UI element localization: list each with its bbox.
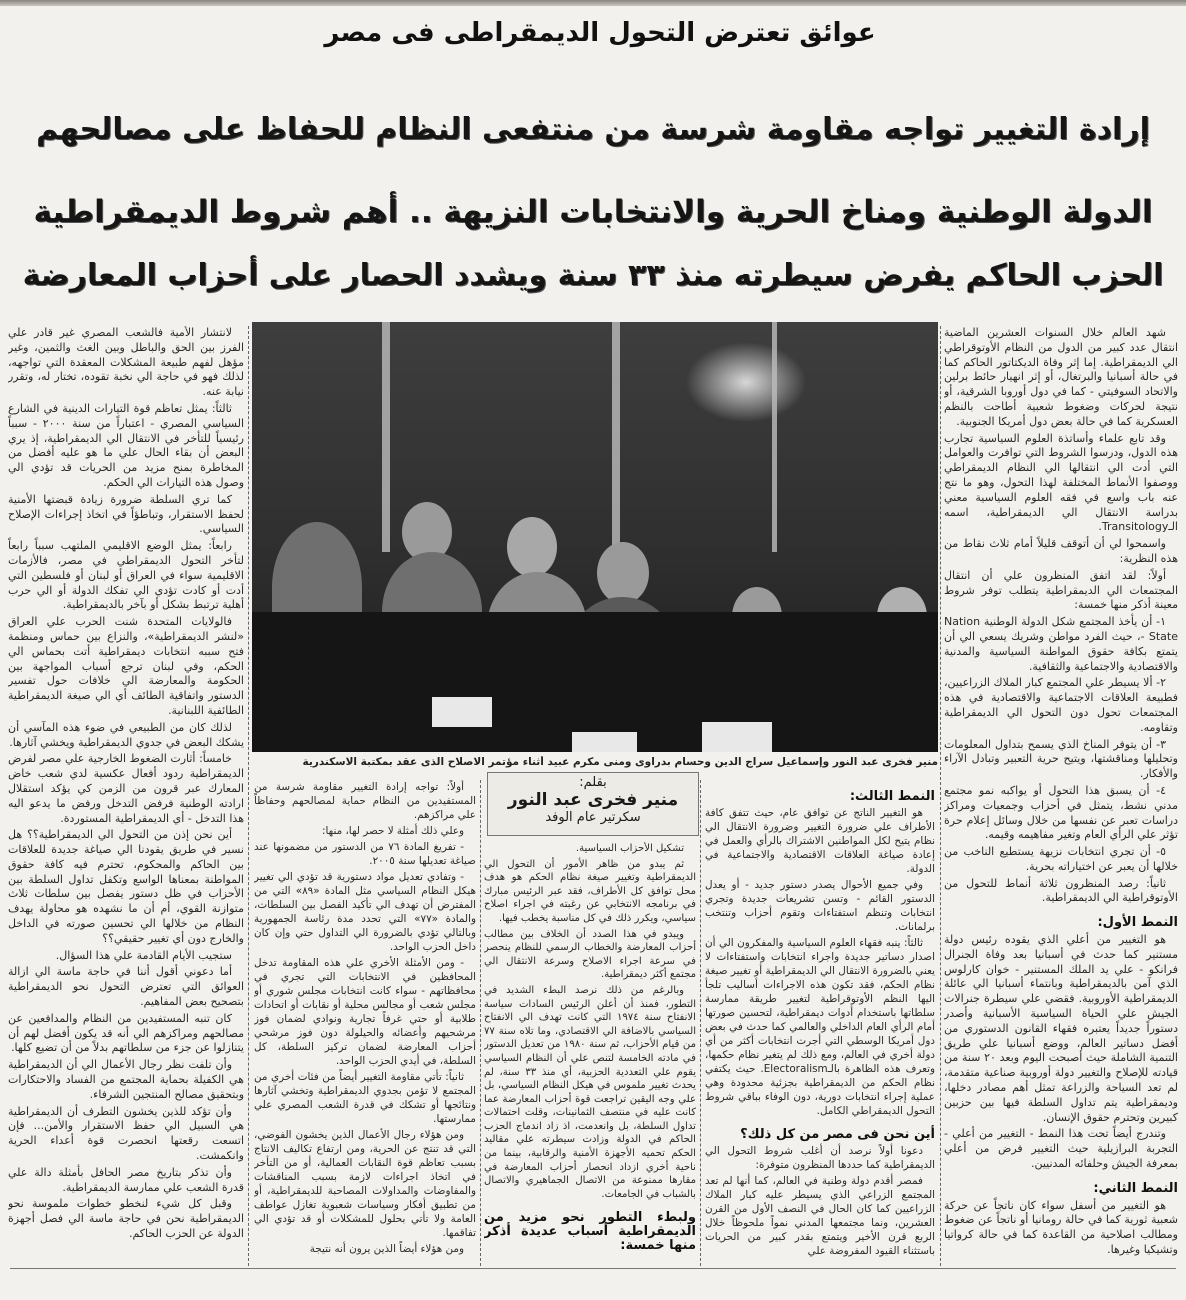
paragraph: شهد العالم خلال السنوات العشرين الماضية انتقال عدد كبير من الدول من النظام الأوتوقراطي الي الديمقراطية. إما إثر وفاة الديكتاتور الحاكم كما في حالة أسبانيا والبرتغال، أو إثر انهيار حائط برلين والاتحاد السوفيتي - كما في دول أوروبا الشرقية، أو نتيجة لحركات وضغوط شعبية أطاحت بالنظم العسكرية كما في حالة بعض دول أمريكا الجنوبية. bbox=[944, 326, 1178, 428]
paragraph: ٢- ألا يسيطر علي المجتمع كبار الملاك الزراعيين، فطبيعة العلاقات الاجتماعية والاقتصادية في هذه المجتمعات تحول دون التحول الي الديمقراطية وتقاومه. bbox=[944, 676, 1178, 734]
paragraph: هو التغيير الناتج عن توافق عام، حيث تتفق كافة الأطراف علي ضرورة التغيير وضرورة الانتقال الي نظام يتيح لكل المواطنين الاشتراك بالرأي والعمل في إعادة صياغة العلاقات الاقتصادية والاجتماعية في الدولة. bbox=[705, 807, 935, 875]
subheading: النمط الأول: bbox=[1097, 915, 1178, 931]
photo-caption: منير فخرى عبد النور وإسماعيل سراج الدين وحسام بدراوى ومنى مكرم عبيد أثناء مؤتمر الاصلاح الذى عقد بمكتبة الاسكندرية bbox=[302, 756, 938, 768]
paragraph: أين نحن إذن من التحول الي الديمقراطية؟؟ هل نسير في طريق يقودنا الي صياغة جديدة للعلاقات بين الحاكم والمحكوم، تحترم فيه كافة حقوق المواطنة بمعناها الواسع وتكفل تداول السلطة بين الأحزاب في ظل دستور يفصل بين سلطات ثلاث متوازنة القوي، أم أن ما نشهده هو محاولة يهدف النظام من خلالها الي تحسين صورته في الداخل والخارج دون أي تغيير حقيقي؟؟ bbox=[8, 828, 244, 945]
paragraph: ثالثاً: يمثل تعاظم قوة التيارات الدينية في الشارع السياسي المصري - اعتباراً من سنة ٢٠٠٠ - سبباً رئيسياً للتأخر في الانتقال الي الديمقراطية، إذ يري البعض أن بقاء الحال علي ما هو عليه أفضل من المخاطرة بمنح مزيد من الحريات قد تؤدي الي وصول هذه التيارات الي الحكم. bbox=[8, 401, 244, 489]
paragraph: ستجيب الأيام القادمة علي هذا السؤال. bbox=[55, 948, 232, 962]
paragraph: لذلك كان من الطبيعي في ضوء هذه المآسي أن يشكك البعض في جدوي الديمقراطية ويخشي آثارها. bbox=[8, 720, 244, 749]
paragraph: وقد تابع علماء وأساتذة العلوم السياسية تجارب هذه الدول، ودرسوا الشروط التي توافرت والعوامل التي أدت الي انتقالها الي النظام الديمقراطي ووصفوا الأنماط المختلفة لهذا التحول، وهو ما نتج عنه باب واسع في فقه العلوم السياسية معني بدراسة الانتقال الي الديمقراطية، اسمه الـTransitology. bbox=[944, 431, 1178, 534]
subheading: ولبطء التطور نحو مزيد من الديمقراطية أسباب عديدة أذكر منها خمسة: bbox=[484, 1210, 696, 1253]
kicker-title: عوائق تعترض التحول الديمقراطى فى مصر bbox=[324, 18, 876, 48]
column-divider bbox=[248, 326, 249, 1266]
column-divider bbox=[940, 326, 941, 1266]
paragraph: ثالثاً: ينبه فقهاء العلوم السياسية والمفكرون الي أن اصدار دساتير جديدة واجراء انتخابات واستفتاءات لا يعني بالضرورة الانتقال الي الديمقراطية أو تغيير صيغة نظام الحكم، فقد تكون هذه الاجراءات أساليب تلجأ اليها النظم الأوتوقراطية لتغيير طريقة ممارسة سلطاتها باستخدام أدوات ديمقراطية، لتحسين صورتها أمام الرأي العام الداخلي والعالمي كما حدث في بعض دول أمريكا الوسطي التي أجرت انتخابات أكثر من أي دولة أخري في العالم، ومع ذلك لم يتغير نظام حكمها، وتعرف هذه الظاهرة بالـElectoralism. حيث يكتفي نظام الحكم من الديمقراطية بجزئية محدودة وهي عملية إجراء انتخابات دورية، دون الوفاء بباقي شروط التحول الديمقراطي الكامل. bbox=[705, 937, 935, 1117]
paragraph: - تفريغ المادة ٧٦ من الدستور من مضمونها عند صياغة تعديلها سنة ٢٠٠٥. bbox=[254, 841, 476, 867]
paragraph: وأن تؤكد للذين يخشون التطرف أن الديمقراطية هي السبيل الي حفظ الاستقرار والأمن... فإن اتسعت رقعتها انحصرت قوة أعداء الحرية وانكمشت. bbox=[8, 1104, 244, 1163]
paragraph: واسمحوا لي أن أتوقف قليلاً أمام ثلاث نقاط من هذه النظرية: bbox=[944, 537, 1178, 565]
column-center-right bbox=[705, 780, 935, 1266]
main-headline: إرادة التغيير تواجه مقاومة شرسة من منتفعى النظام للحفاظ على مصالحهم bbox=[36, 112, 1150, 147]
paragraph: ثم يبدو من ظاهر الأمور أن التحول الي الديمقراطية وتغيير صيغة نظام الحكم هو هدف محل توافق كل الأطراف، فقد عبر الرئيس مبارك في برنامجه الانتخابي عن رغبته في اجراء اصلاح سياسي، ويكرر ذلك في كل مناسبة يخطب فيها. bbox=[484, 858, 696, 924]
paragraph: ٣- أن يتوفر المناخ الذي يسمح بتداول المعلومات وتحليلها ومناقشتها، ويتيح حرية التعبير وتبادل الآراء والأفكار. bbox=[944, 737, 1178, 781]
paragraph: ثانياً: رصد المنظرون ثلاثة أنماط للتحول من الأوتوقراطية الي الديمقراطية. bbox=[944, 876, 1178, 905]
paragraph: وأن تلفت نظر رجال الأعمال الي أن الديمقراطية هي الكفيلة بحماية المجتمع من الفساد والاحتكارات وبتحقيق مصالح المنتجين الشرفاء. bbox=[8, 1058, 244, 1101]
paragraph: أما دعوني أقول أننا في حاجة ماسة الي ازالة العوائق التي تعترض التحول نحو الديمقراطية بتصحيح بعض المفاهيم. bbox=[8, 965, 244, 1009]
paragraph: أولاً: تواجه إرادة التغيير مقاومة شرسة من المستفيدين من النظام حماية لمصالحهم وحفاظاً علي مراكزهم. bbox=[254, 781, 476, 821]
paragraph: ٥- أن تجري انتخابات نزيهة يستطيع الناخب من خلالها أن يعبر عن اختياراته بحرية. bbox=[944, 845, 1178, 873]
paragraph: - ومن الأمثلة الأخري علي هذه المقاومة تدخل المحافظين في الانتخابات التي تجري في محافظاتهم - سواء كانت انتخابات مجلس شوري أو مجلس شعب أو مجالس محلية أو نقابات أو اتحادات طلابية أو حتي غرفاً تجارية ونوادي لضمان فوز مرشحيهم وأعضائه والحيلولة دون فوز مرشحي أحزاب المعارضة لضمان تركيز السلطة، كل السلطة، في أيدي الحزب الواحد. bbox=[254, 957, 476, 1067]
paragraph: ومن هؤلاء أيضاً الذين يرون أنه نتيجة bbox=[309, 1243, 464, 1255]
column-divider bbox=[700, 780, 701, 1266]
paragraph: وفي جميع الأحوال يصدر دستور جديد - أو يعدل الدستور القائم - وتسن تشريعات جديدة وتجري انتخابات وتنظم استفتاءات وتقوم أحزاب وتنتخب برلمانات. bbox=[705, 879, 935, 933]
second-headline: الدولة الوطنية ومناخ الحرية والانتخابات النزيهة .. أهم شروط الديمقراطية bbox=[33, 194, 1153, 230]
paragraph: وأن تذكر بتاريخ مصر الحافل بأمثلة دالة علي قدرة الشعب علي ممارسة الديمقراطية. bbox=[8, 1165, 244, 1194]
paragraph: وعلي ذلك أمثلة لا حصر لها، منها: bbox=[321, 825, 464, 837]
paragraph: ويبدو في هذا الصدد أن الخلاف بين مطالب أحزاب المعارضة والخطاب الرسمي للنظام ينحصر في سرعة اجراء الاصلاح وسرعة الانتقال الي مجتمع أكثر ديمقراطية. bbox=[484, 928, 696, 981]
conference-photo bbox=[252, 322, 938, 752]
paragraph: ثانياً: تأتي مقاومة التغيير أيضاً من فئات أخري من المجتمع لا تؤمن بجدوي الديمقراطية وتخشي آثارها ونتائجها أو تشكك في قدرة الشعب المصري علي ممارستها. bbox=[254, 1071, 476, 1125]
paragraph: - وتفادي تعديل مواد دستورية قد تؤدي الي تغيير هيكل النظام السياسي مثل المادة «٨٩» التي من المفترض أن تهدف الي تأكيد الفصل بين السلطات، والمادة «٧٧» التي تحدد مدة رئاسة الجمهورية وبالتالي تؤدي بالضرورة الي التداول حتي وإن كان داخل الحزب الواحد. bbox=[254, 871, 476, 953]
column-center bbox=[484, 842, 696, 1266]
author-byline bbox=[487, 772, 699, 836]
paragraph: ٤- أن يسبق هذا التحول أو يواكبه نمو مجتمع مدني نشط، يتمثل في أحزاب وجمعيات ومراكز دراسات تعبر عن نفسها من خلال وسائل إعلام حرة تؤثر علي الرأي العام وتغير مفاهيمه وقيمه. bbox=[944, 783, 1178, 842]
paragraph: هو التغيير من أسفل سواء كان ناتجاً عن حركة شعبية ثورية كما في حالة رومانيا أو ناتجاً عن ضغوط ومطالب اصلاحية من القاعدة كما في حالة كرواتيا وتشيكيا وغيرها. bbox=[944, 1198, 1178, 1257]
page-top-border bbox=[0, 0, 1186, 6]
subheading: أين نحن فى مصر من كل ذلك؟ bbox=[740, 1127, 935, 1142]
paragraph: هو التغيير من أعلي الذي يقوده رئيس دولة مستنير كما حدث في أسبانيا بعد وفاة الجنرال فرانكو - علي يد الملك المستنير - خوان كارلوس الذي آمن بالديمقراطية وبانتماء أسبانيا الي عائلة الديمقراطية الأوروبية. فقضي علي سيطرة جنرالات الجيش علي الحياة السياسية الأسبانية وأصدر دستوراً جديداً يعتبره فقهاء القانون الدستوري من أفضل دساتير العالم، ووضع أسبانيا علي طريق التنمية الشاملة حيث أصبحت اليوم وبعد ٢٠ سنة من قيادته للإصلاح والتغيير دولة أوروبية صناعية متقدمة، لم تعد السياحة والزراعة تمثل أهم مصادر دخلها، وديمقراطية يتم تداول السلطة فيها بين حزبين كبيرين وتحترم حقوق الإنسان. bbox=[944, 933, 1178, 1124]
paragraph: كما تري السلطة ضرورة زيادة قبضتها الأمنية لحفظ الاستقرار، وتباطؤاً في اتخاذ إجراءات الإصلاح السياسي. bbox=[8, 492, 244, 536]
paragraph: فمصر أقدم دولة وطنية في العالم، كما أنها لم تعد المجتمع الزراعي الذي يسيطر عليه كبار الملاك الزراعيين كما كان الحال في النصف الأول من القرن العشرين، ونما مجتمعها المدني نمواً ملحوظاً خلال الربع قرن الأخير ويتمتع بقدر كبير من الحريات باستثناء القيود المفروضة علي bbox=[705, 1175, 935, 1257]
paragraph: ومن هؤلاء رجال الأعمال الذين يخشون الفوضي، التي قد تنتج عن الحرية، ومن ارتفاع تكاليف الانتاج بسبب تعاظم قوة النقابات العمالية، أو من التأخر في اتخاذ اجراءات لازمة بسبب المناقشات والمفاوضات والمداولات المصاحبة للديمقراطية، أو من تطبيق أفكار وسياسات شعبوية تغازل عواطف العامة ولا تأتي بحلول للمشكلات أو قد تؤدي الي تفاقمها. bbox=[254, 1129, 476, 1239]
subheading: النمط الثاني: bbox=[1093, 1180, 1178, 1196]
paragraph: فالولايات المتحدة شنت الحرب علي العراق «لنشر الديمقراطية»، والنزاع بين حماس ومنظمة فتح سببه انتخابات ديمقراطية أتت بحماس الي الحكم، وفي لبنان ترجع أسباب المواجهة بين الحكومة والمعارضة الي خلافات حول تفسير الدستور واتفاقية الطائف أي الي صيغة الديمقراطية الطائفية اللبنانية. bbox=[8, 615, 244, 717]
subheading: النمط الثالث: bbox=[849, 789, 935, 804]
paragraph: دعونا أولاً نرصد أن أغلب شروط التحول الي الديمقراطية كما حددها المنظرون متوفرة: bbox=[705, 1145, 935, 1171]
third-headline: الحزب الحاكم يفرض سيطرته منذ ٣٣ سنة ويشدد الحصار على أحزاب المعارضة bbox=[22, 258, 1164, 293]
author-name: منير فخرى عبد النور bbox=[507, 790, 679, 810]
paragraph: وبالرغم من ذلك نرصد البطء الشديد في التطور، فمنذ أن أعلن الرئيس السادات سياسة الانفتاح سنة ١٩٧٤ التي كانت تهدف الي الانفتاح السياسي بالاضافة الي الاقتصادي، وما تلاه سنة ٧٧ من قيام الأحزاب، ثم سنة ١٩٨٠ من تعديل الدستور في مادته الخامسة لتنص علي أن النظام السياسي يقوم علي التعددية الحزبية، أي منذ ٣٣ سنة، لم يحدث تغيير ملموس في هيكل النظام السياسي، بل علي وجه اليقين تراجعت قوة أحزاب المعارضة عما كانت عليه في منتصف الثمانينات، وقلت احتمالات تداول السلطة، بل وانعدمت، اذ زاد اندماج الحزب الحاكم في الدولة وزادت سيطرته علي مقاليد الحكم تحميه الأجهزة الأمنية والرقابية، بينما من ناحية أخري ازداد انحصار أحزاب المعارضة في مقارها ممنوعة من الاتصال الجماهيري والاتصال بالشباب في الجامعات. bbox=[484, 984, 696, 1200]
paragraph: أولاً: لقد اتفق المنظرون علي أن انتقال المجتمعات الي الديمقراطية يتطلب توفر شروط معينة أذكر منها خمسة: bbox=[944, 568, 1178, 612]
paragraph: وتندرج أيضاً تحت هذا النمط - التغيير من أعلي - التجربة البرازيلية حيث التغيير فرض من أعلي بمعرفة الجيش وحلفائه المدنيين. bbox=[944, 1127, 1178, 1171]
paragraph: لانتشار الأمية فالشعب المصري غير قادر علي الفرز بين الحق والباطل وبين الغث والثمين، وغير مؤهل لفهم طبيعة المشكلات المعقدة التي تواجهه، لذلك فهو في حاجة الي نخبة تقوده، تختار له، وتقرر نيابة عنه. bbox=[8, 326, 244, 399]
paragraph: وقبل كل شيء لنخطو خطوات ملموسة نحو الديمقراطية نحن في حاجة ماسة الي فصل أجهزة الدولة عن الحزب الحاكم. bbox=[8, 1197, 244, 1241]
byline-prefix: بقلم: bbox=[579, 775, 607, 790]
paragraph: كان تنبه المستفيدين من النظام والمدافعين عن مصالحهم ومراكزهم الي أنه قد يكون أفضل لهم أن يتنازلوا عن جزء من سلطاتهم بدلاً من أن تضيع كلها. bbox=[8, 1011, 244, 1055]
column-left bbox=[8, 326, 244, 1266]
column-center-left bbox=[254, 780, 476, 1266]
paragraph: تشكيل الأحزاب السياسية. bbox=[575, 843, 684, 854]
paragraph: ١- أن يأخذ المجتمع شكل الدولة الوطنية Nation - State، حيث الفرد مواطن وشريك يسعي الي أن يتمتع بكافة حقوق المواطنة السياسية والمدنية والاقتصادية والاجتماعية والثقافية. bbox=[944, 615, 1178, 673]
paragraph: رابعاً: يمثل الوضع الاقليمي الملتهب سبباً رابعاً لتأخر التحول الديمقراطي في مصر، فالأزمات الاقليمية سواء في العراق أو لبنان أو فلسطين التي أدت أو كادت تؤدي الي تفكك الدولة أو الي حرب أهلية ترتبط بشكل أو بآخر بالديمقراطية. bbox=[8, 539, 244, 612]
author-role: سكرتير عام الوفد bbox=[545, 810, 641, 825]
paragraph: خامساً: أثارت الضغوط الخارجية علي مصر لفرض الديمقراطية ردود أفعال عكسية لدي شعب خاض المعارك عبر قرون من الزمن كي يؤكد استقلال ارادته الوطنية فرفض التدخل ورفض ما يدعو اليه هذا التدخل - أي الديمقراطية المستوردة. bbox=[8, 752, 244, 825]
column-right bbox=[944, 326, 1178, 1266]
bottom-rule bbox=[10, 1268, 1176, 1269]
column-divider bbox=[480, 780, 481, 1266]
